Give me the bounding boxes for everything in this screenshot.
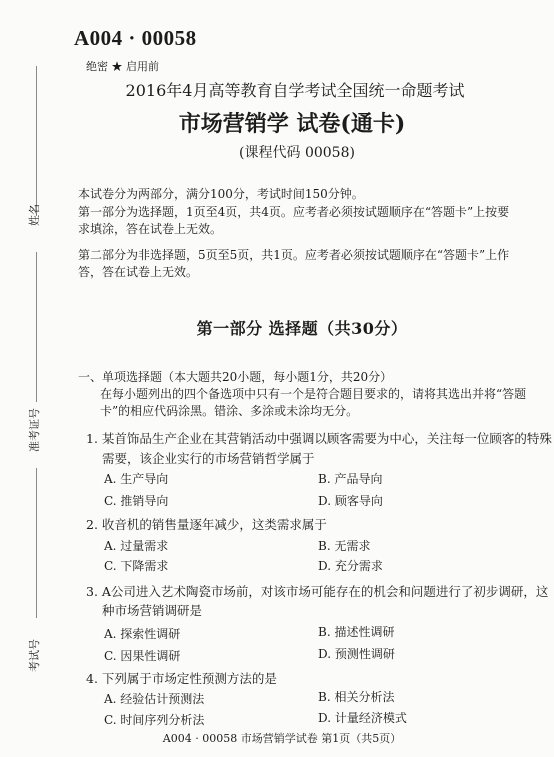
option-a[interactable]: A. 经验估计预测法: [104, 692, 205, 706]
question-stem: 1. 某首饰品生产企业在其营销活动中强调以顾客需要为中心，关注每一位顾客的特殊: [86, 431, 552, 446]
option-c[interactable]: C. 下降需求: [104, 559, 169, 573]
instruction-line: 答，答在试卷上无效。: [78, 265, 199, 279]
section-note: 卡”的相应代码涂黑。错涂、多涂或未涂均无分。: [100, 404, 359, 418]
option-c[interactable]: C. 推销导向: [104, 494, 169, 508]
exam-title: 2016年4月高等教育自学考试全国统一命题考试: [125, 81, 465, 100]
question-stem: 3. A公司进入艺术陶瓷市场前，对该市场可能存在的机会和问题进行了初步调研，这: [86, 584, 549, 599]
option-b[interactable]: B. 无需求: [318, 539, 371, 553]
option-d[interactable]: D. 充分需求: [318, 559, 383, 573]
question-stem-cont: 种市场营销调研是: [102, 603, 203, 618]
subject-title: 市场营销学 试卷(通卡): [178, 111, 406, 137]
option-b[interactable]: B. 相关分析法: [318, 690, 395, 704]
name-field-label: 姓名: [28, 204, 41, 226]
instruction-line: 求填涂，答在试卷上无效。: [78, 222, 223, 236]
page-footer: A004 · 00058 市场营销学试卷 第1页（共5页）: [162, 732, 402, 745]
option-b[interactable]: B. 描述性调研: [318, 625, 395, 639]
option-d[interactable]: D. 计量经济模式: [318, 711, 407, 725]
seat-no-field-label: 考试号: [28, 639, 41, 672]
name-field-line[interactable]: [36, 66, 38, 216]
course-code: (课程代码 00058): [239, 145, 355, 161]
question-stem: 2. 收音机的销售量逐年减少，这类需求属于: [86, 517, 327, 532]
option-c[interactable]: C. 因果性调研: [104, 649, 181, 663]
option-b[interactable]: B. 产品导向: [318, 472, 383, 486]
option-c[interactable]: C. 时间序列分析法: [104, 713, 205, 727]
section-heading: 一、单项选择题（本大题共20小题，每小题1分，共20分）: [78, 370, 393, 384]
part-title: 第一部分 选择题（共30分）: [196, 319, 408, 338]
instruction-line: 本试卷分为两部分，满分100分，考试时间150分钟。: [78, 187, 364, 201]
question-stem-cont: 需要，该企业实行的市场营销哲学属于: [102, 451, 315, 466]
section-note: 在每小题列出的四个备选项中只有一个是符合题目要求的，请将其选出并将“答题: [100, 387, 527, 401]
option-d[interactable]: D. 顾客导向: [318, 494, 383, 508]
instruction-line: 第二部分为非选择题，5页至5页，共1页。应考者必须按试题顺序在“答题卡”上作: [78, 248, 510, 262]
secret-mark: 绝密 ★ 启用前: [86, 60, 159, 73]
option-a[interactable]: A. 生产导向: [104, 472, 169, 486]
admission-no-field-label: 准考证号: [28, 408, 41, 452]
question-stem: 4. 下列属于市场定性预测方法的是: [86, 671, 277, 686]
option-a[interactable]: A. 过量需求: [104, 539, 169, 553]
paper-code: A004 · 00058: [74, 26, 197, 50]
seat-no-field-line[interactable]: [36, 468, 38, 618]
option-a[interactable]: A. 探索性调研: [104, 627, 181, 641]
instruction-line: 第一部分为选择题，1页至4页，共4页。应考者必须按试题顺序在“答题卡”上按要: [78, 205, 510, 219]
option-d[interactable]: D. 预测性调研: [318, 647, 395, 661]
